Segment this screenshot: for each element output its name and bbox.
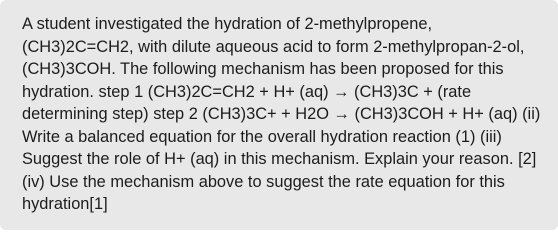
question-text: A student investigated the hydration of 2-methylpropene, (CH3)2C=CH2, with dilute aqueous acid to form 2-methylpropan-2-ol, (CH3)3COH. The following mechanism has been proposed for this hydration. step 1 (CH3)2C=CH2 + H+ (aq) → (CH3)3C + (rate determining step) step 2 (CH3)3C+ + H2O → (CH3)3COH + H+ (aq) (ii) Write a balanced equation for the overall hydration reaction (1) (iii) Suggest the role of H+ (aq) in this mechanism. Explain your reason. [2] (iv) Use the mechanism above to suggest the rate equation for this hydration[1] xyxy=(22,15,541,213)
